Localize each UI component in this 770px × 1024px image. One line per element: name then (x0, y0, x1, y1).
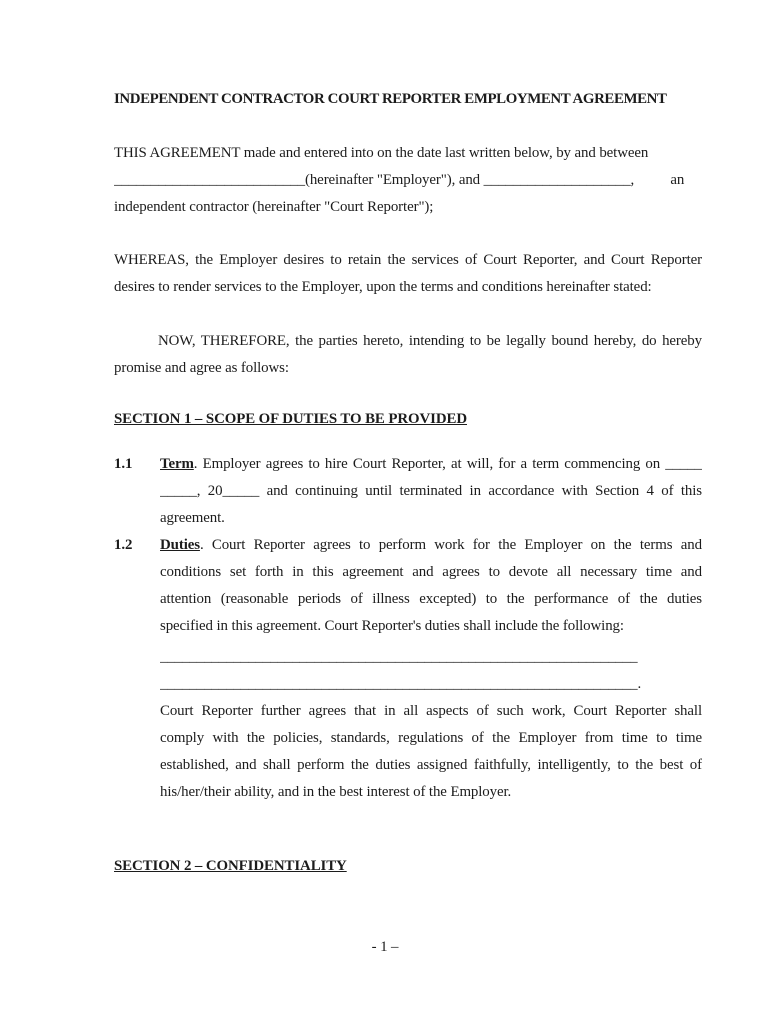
whereas-line-1: WHEREAS, the Employer desires to retain the services of Court Reporter, and Court Reporter (114, 252, 702, 268)
term-line-3: agreement. (160, 510, 225, 526)
whereas-line-2: desires to render services to the Employer, upon the terms and conditions hereinafter stated: (114, 279, 652, 295)
duties-line-1-text: . Court Reporter agrees to perform work for the Employer on the terms and (199, 537, 702, 553)
clause-number-1-2: 1.2 (114, 537, 133, 553)
duties-fill-in-blank-line-1: _________________________________________________________________ (160, 649, 638, 665)
document-body (114, 86, 702, 880)
duties-cont-line-2: comply with the policies, standards, regulations of the Employer from time to time (160, 730, 702, 746)
duties-label: Duties (160, 537, 200, 553)
now-therefore-line-2: promise and agree as follows: (114, 360, 289, 376)
section-1-heading: SECTION 1 – SCOPE OF DUTIES TO BE PROVIDED (114, 411, 467, 427)
duties-line-3: attention (reasonable periods of illness excepted) to the performance of the duties (160, 591, 702, 607)
duties-line-2: conditions set forth in this agreement and agrees to devote all necessary time and (160, 564, 702, 580)
whereas-paragraph (114, 247, 702, 301)
document-title: INDEPENDENT CONTRACTOR COURT REPORTER EMPLOYMENT AGREEMENT (114, 91, 667, 107)
section-2-heading: SECTION 2 – CONFIDENTIALITY (114, 858, 347, 874)
now-therefore-line-1: NOW, THEREFORE, the parties hereto, intending to be legally bound hereby, do hereby (158, 333, 702, 349)
intro-line-1: THIS AGREEMENT made and entered into on the date last written below, by and between (114, 145, 649, 161)
term-line-1-text: . Employer agrees to hire Court Reporter, at will, for a term commencing on _____ (193, 456, 702, 472)
duties-fill-in-blank-line-2: _________________________________________________________________. (160, 676, 642, 692)
duties-cont-line-1: Court Reporter further agrees that in all aspects of such work, Court Reporter shall (160, 703, 702, 719)
intro-line-2-with-blanks: __________________________(hereinafter "Employer"), and ____________________, an (114, 172, 685, 188)
duties-cont-line-3: established, and shall perform the duties assigned faithfully, intelligently, to the best of (160, 757, 702, 773)
duties-line-4: specified in this agreement. Court Reporter's duties shall include the following: (160, 618, 624, 634)
duties-line-1 (160, 532, 702, 559)
term-line-1 (160, 451, 702, 478)
intro-line-3: independent contractor (hereinafter "Court Reporter"); (114, 199, 434, 215)
clause-number-1-1: 1.1 (114, 456, 133, 472)
page-number-footer: - 1 – (371, 939, 399, 955)
agreement-intro-paragraph (114, 140, 702, 221)
now-therefore-paragraph (114, 328, 702, 382)
term-label: Term (160, 456, 194, 472)
clause-1-1-term (114, 451, 702, 532)
term-line-2-with-blanks: _____, 20_____ and continuing until terminated in accordance with Section 4 of this (160, 483, 702, 499)
clause-1-2-duties (114, 532, 702, 806)
duties-cont-line-4: his/her/their ability, and in the best interest of the Employer. (160, 784, 512, 800)
